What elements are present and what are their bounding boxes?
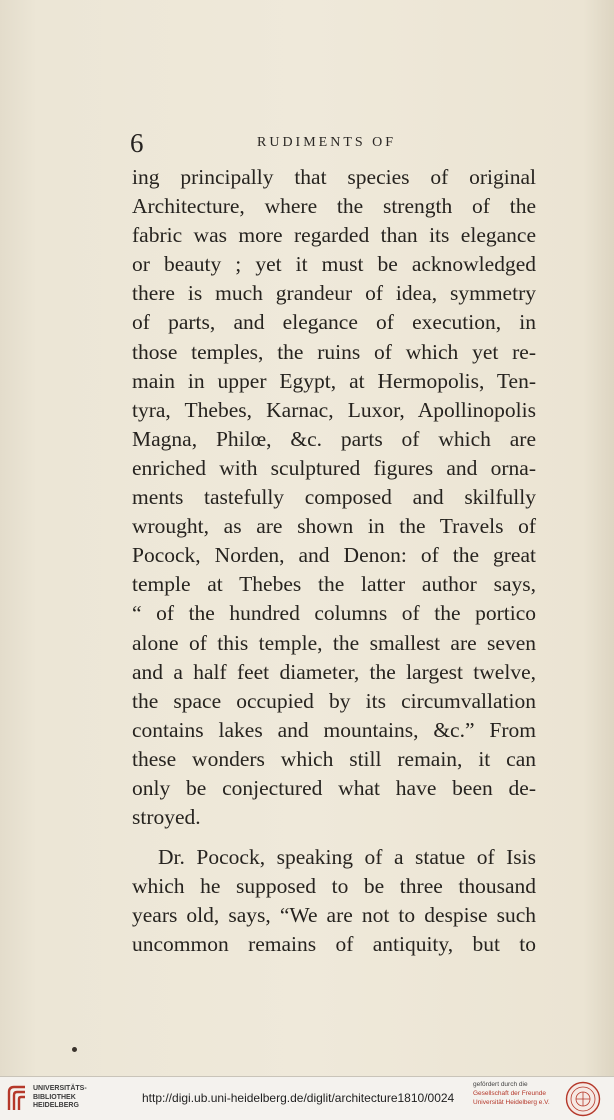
text-line: contains lakes and mountains, &c.” From (132, 717, 536, 742)
text-line: which he supposed to be three thousand (132, 874, 536, 899)
text-line: Magna, Philœ, &c. parts of which are (132, 426, 536, 451)
text-line: Dr. Pocock, speaking of a statue of Isis (158, 845, 536, 870)
body-text (132, 163, 536, 960)
library-name-line: UNIVERSITÄTS- (33, 1085, 87, 1092)
text-line: tyra, Thebes, Karnac, Luxor, Apollinopolis (132, 397, 536, 422)
society-seal-icon[interactable] (565, 1081, 601, 1117)
text-line: main in upper Egypt, at Hermopolis, Ten- (132, 368, 536, 393)
text-line: alone of this temple, the smallest are seven (132, 630, 536, 655)
text-line: of parts, and elegance of execution, in (132, 310, 536, 335)
sponsor-name: Universität Heidelberg e.V. (473, 1099, 550, 1106)
text-line: temple at Thebes the latter author says, (132, 572, 536, 597)
text-line: stroyed. (132, 805, 201, 830)
text-line: those temples, the ruins of which yet re- (132, 339, 536, 364)
text-line: fabric was more regarded than its elegance (132, 223, 536, 248)
text-line: there is much grandeur of idea, symmetry (132, 281, 536, 306)
running-head: RUDIMENTS OF (257, 135, 397, 150)
page-header (125, 128, 545, 158)
text-line: the space occupied by its circumvallation (132, 688, 536, 713)
sponsor-name: Gesellschaft der Freunde (473, 1090, 546, 1097)
text-line: ments tastefully composed and skilfully (132, 485, 536, 510)
library-name[interactable] (33, 1085, 87, 1111)
text-line: and a half feet diameter, the largest twelve, (132, 659, 536, 684)
text-line: years old, says, “We are not to despise such (132, 903, 536, 928)
text-line: enriched with sculptured figures and orna- (132, 455, 536, 480)
paragraph-gap (132, 832, 536, 843)
text-line: uncommon remains of antiquity, but to (132, 932, 536, 957)
library-name-line: HEIDELBERG (33, 1102, 79, 1109)
library-name-line: BIBLIOTHEK (33, 1093, 76, 1101)
funding-credit[interactable] (473, 1080, 563, 1107)
permalink-url[interactable]: http://digi.ub.uni-heidelberg.de/diglit/architecture1810/0024 (142, 1091, 455, 1105)
viewer-footer (0, 1076, 614, 1120)
text-line: wrought, as are shown in the Travels of (132, 514, 536, 539)
paragraph-2 (132, 843, 536, 959)
text-line: Pocock, Norden, and Denon: of the great (132, 543, 536, 568)
text-line: Architecture, where the strength of the (132, 194, 536, 219)
text-line: “ of the hundred columns of the portico (132, 601, 536, 626)
ub-heidelberg-logo-icon[interactable] (6, 1084, 28, 1112)
ink-spot (72, 1047, 77, 1052)
page-number: 6 (130, 128, 144, 158)
text-line: only be conjectured what have been de- (132, 775, 536, 800)
paragraph-1 (132, 163, 536, 832)
text-line: these wonders which still remain, it can (132, 746, 536, 771)
text-line: ing principally that species of original (132, 165, 536, 189)
funding-label: gefördert durch die (473, 1081, 528, 1088)
text-line: or beauty ; yet it must be acknowledged (132, 252, 536, 277)
